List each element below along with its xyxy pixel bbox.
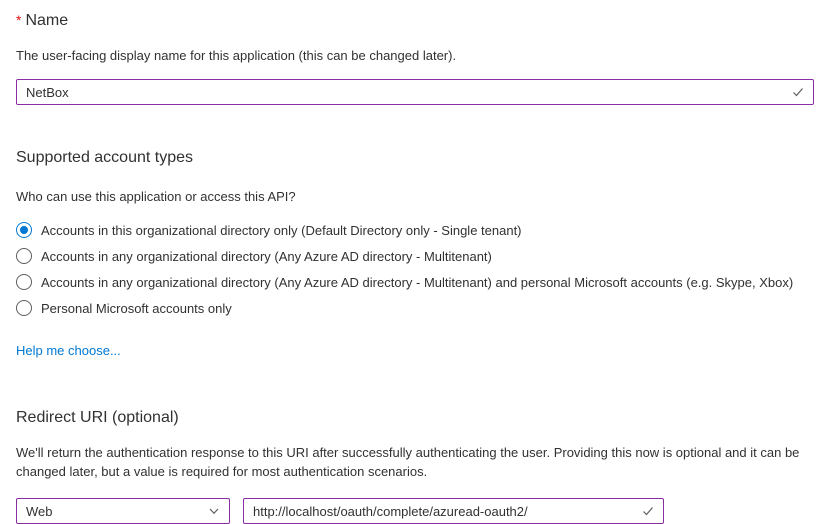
redirect-uri-input-wrapper xyxy=(243,498,664,524)
account-types-question: Who can use this application or access this API? xyxy=(16,189,296,204)
radio-option-0[interactable] xyxy=(16,217,813,243)
name-title-text: Name xyxy=(25,12,69,29)
account-types-radio-group xyxy=(16,217,813,321)
name-section-title xyxy=(16,10,813,31)
radio-option-label: Accounts in any organizational directory (Any Azure AD directory - Multitenant) xyxy=(41,248,492,264)
radio-icon[interactable] xyxy=(16,248,32,264)
platform-select-value: Web xyxy=(26,503,53,519)
radio-icon[interactable] xyxy=(16,274,32,290)
radio-icon[interactable] xyxy=(16,300,32,316)
radio-option-label: Accounts in this organizational directory only (Default Directory only - Single tenant) xyxy=(41,222,522,238)
redirect-uri-description: We'll return the authentication response to this URI after successfully authenticating the user. Providing this now is optional and it can be changed later, but a value is required for most authentication scenarios. xyxy=(16,445,800,479)
redirect-uri-title: Redirect URI (optional) xyxy=(16,409,179,426)
radio-option-1[interactable] xyxy=(16,243,813,269)
radio-option-label: Accounts in any organizational directory (Any Azure AD directory - Multitenant) and personal Microsoft accounts (e.g. Skype, Xbox) xyxy=(41,274,794,290)
name-input[interactable] xyxy=(17,81,813,103)
radio-icon[interactable] xyxy=(16,222,32,238)
name-description: The user-facing display name for this application (this can be changed later). xyxy=(16,48,457,63)
radio-option-3[interactable] xyxy=(16,295,813,321)
platform-select[interactable] xyxy=(16,498,230,524)
account-types-title: Supported account types xyxy=(16,149,194,166)
redirect-uri-input[interactable] xyxy=(244,500,663,522)
help-me-choose-link[interactable]: Help me choose... xyxy=(16,343,121,358)
redirect-uri-controls xyxy=(16,498,813,524)
name-input-wrapper xyxy=(16,79,814,105)
radio-option-2[interactable] xyxy=(16,269,813,295)
radio-option-label: Personal Microsoft accounts only xyxy=(41,300,232,316)
checkmark-icon xyxy=(791,85,805,99)
required-marker: * xyxy=(16,12,22,28)
